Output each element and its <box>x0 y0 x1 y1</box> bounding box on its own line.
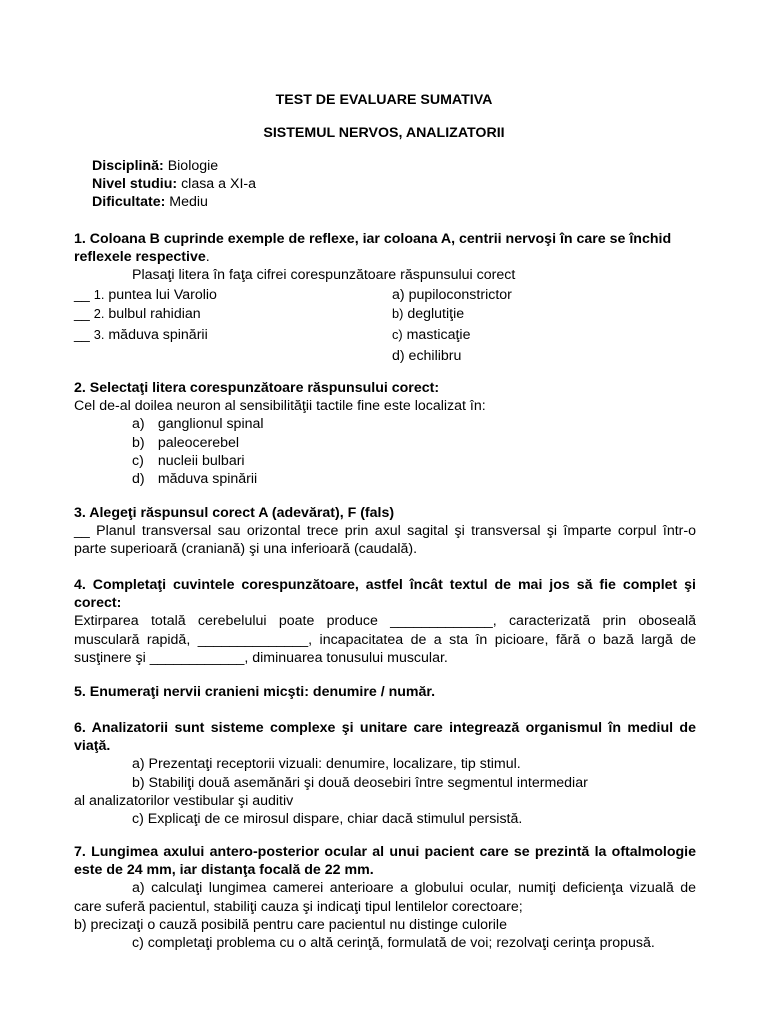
option-d: d) măduva spinării <box>132 471 258 488</box>
meta-block <box>92 157 714 212</box>
question-7-b: b) precizaţi o cauză posibilă pentru care pacientul nu distinge culorile <box>74 916 507 933</box>
question-4-heading: 4. Completaţi cuvintele corespunzătoare, astfel încât textul de mai jos să fie complet şi corect: <box>74 577 696 612</box>
match-row-1: __ 1. puntea lui Varolio a) pupiloconstrictor <box>74 286 512 303</box>
document-subtitle: SISTEMUL NERVOS, ANALIZATORII <box>263 125 505 141</box>
question-3-text: __ Planul transversal sau orizontal trece prin axul sagital şi transversal şi împarte corpul într-o parte superioară (craniană) şi una inferioară (caudală). <box>74 523 696 558</box>
question-3-heading: 3. Alegeţi răspunsul corect A (adevărat), F (fals) <box>74 505 395 521</box>
option-b: b) paleocerebel <box>132 434 240 451</box>
option-c: c) nucleii bulbari <box>132 452 245 469</box>
question-6-c: c) Explicaţi de ce mirosul dispare, chiar dacă stimulul persistă. <box>132 811 523 828</box>
match-row-2: __ 2. bulbul rahidian b) deglutiţie <box>74 305 465 322</box>
question-7 <box>74 843 696 952</box>
question-2-stem: Cel de-al doilea neuron al sensibilităţii tactile fine este localizat în: <box>74 398 486 415</box>
question-2 <box>74 379 696 488</box>
question-3 <box>74 504 696 559</box>
question-4-text: Extirparea totală cerebelului poate produce _____________, caracterizată prin oboseală musculară rapidă, ______________, incapacitatea de a sta în picioare, fără o bază largă de susţinere şi ____________, diminuarea tonusului muscular. <box>74 613 696 666</box>
question-7-c: c) completaţi problema cu o altă cerinţă, formulată de voi; rezolvaţi cerinţa propusă. <box>132 935 655 952</box>
document-title: TEST DE EVALUARE SUMATIVA <box>275 92 493 108</box>
question-6 <box>74 719 696 828</box>
question-1 <box>74 230 696 365</box>
question-6-b: b) Stabiliţi două asemănări şi două deosebiri între segmentul intermediar <box>132 774 588 791</box>
question-1-instruction: Plasaţi litera în faţa cifrei corespunzătoare răspunsului corect <box>132 267 516 284</box>
question-7-a: a) calculaţi lungimea camerei anterioare a globului ocular, numiţi deficienţa vizuală de care suferă pacientul, stabiliţi cauza şi indicaţi tipul lentilelor corectoare; <box>74 880 696 915</box>
meta-discipline: Disciplină: Biologie <box>92 158 219 174</box>
question-7-heading: 7. Lungimea axului antero-posterior ocular al unui pacient care se prezintă la oftalmologie este de 24 mm, iar distanţa focală de 22 mm. <box>74 844 696 879</box>
question-2-heading: 2. Selectaţi litera corespunzătoare răspunsului corect: <box>74 380 440 396</box>
meta-difficulty: Dificultate: Mediu <box>92 194 208 211</box>
question-6-a: a) Prezentaţi receptorii vizuali: denumire, localizare, tip stimul. <box>132 756 521 773</box>
question-1-heading: 1. Coloana B cuprinde exemple de reflexe, iar coloana A, centrii nervoşi în care se închid reflexele respective. <box>74 231 672 266</box>
question-4 <box>74 576 696 667</box>
question-6-b-cont: al analizatorilor vestibular şi auditiv <box>74 792 294 809</box>
meta-level: Nivel studiu: clasa a XI-a <box>92 176 256 193</box>
question-6-heading: 6. Analizatorii sunt sisteme complexe şi unitare care integrează organismul în mediul de viaţă. <box>74 720 696 755</box>
match-row-4: d) echilibru <box>392 348 462 365</box>
option-a: a) ganglionul spinal <box>132 416 264 433</box>
question-5 <box>74 683 696 701</box>
question-5-heading: 5. Enumeraţi nervii cranieni micşti: denumire / număr. <box>74 684 436 700</box>
match-row-3: __ 3. măduva spinării c) masticaţie <box>74 326 471 343</box>
